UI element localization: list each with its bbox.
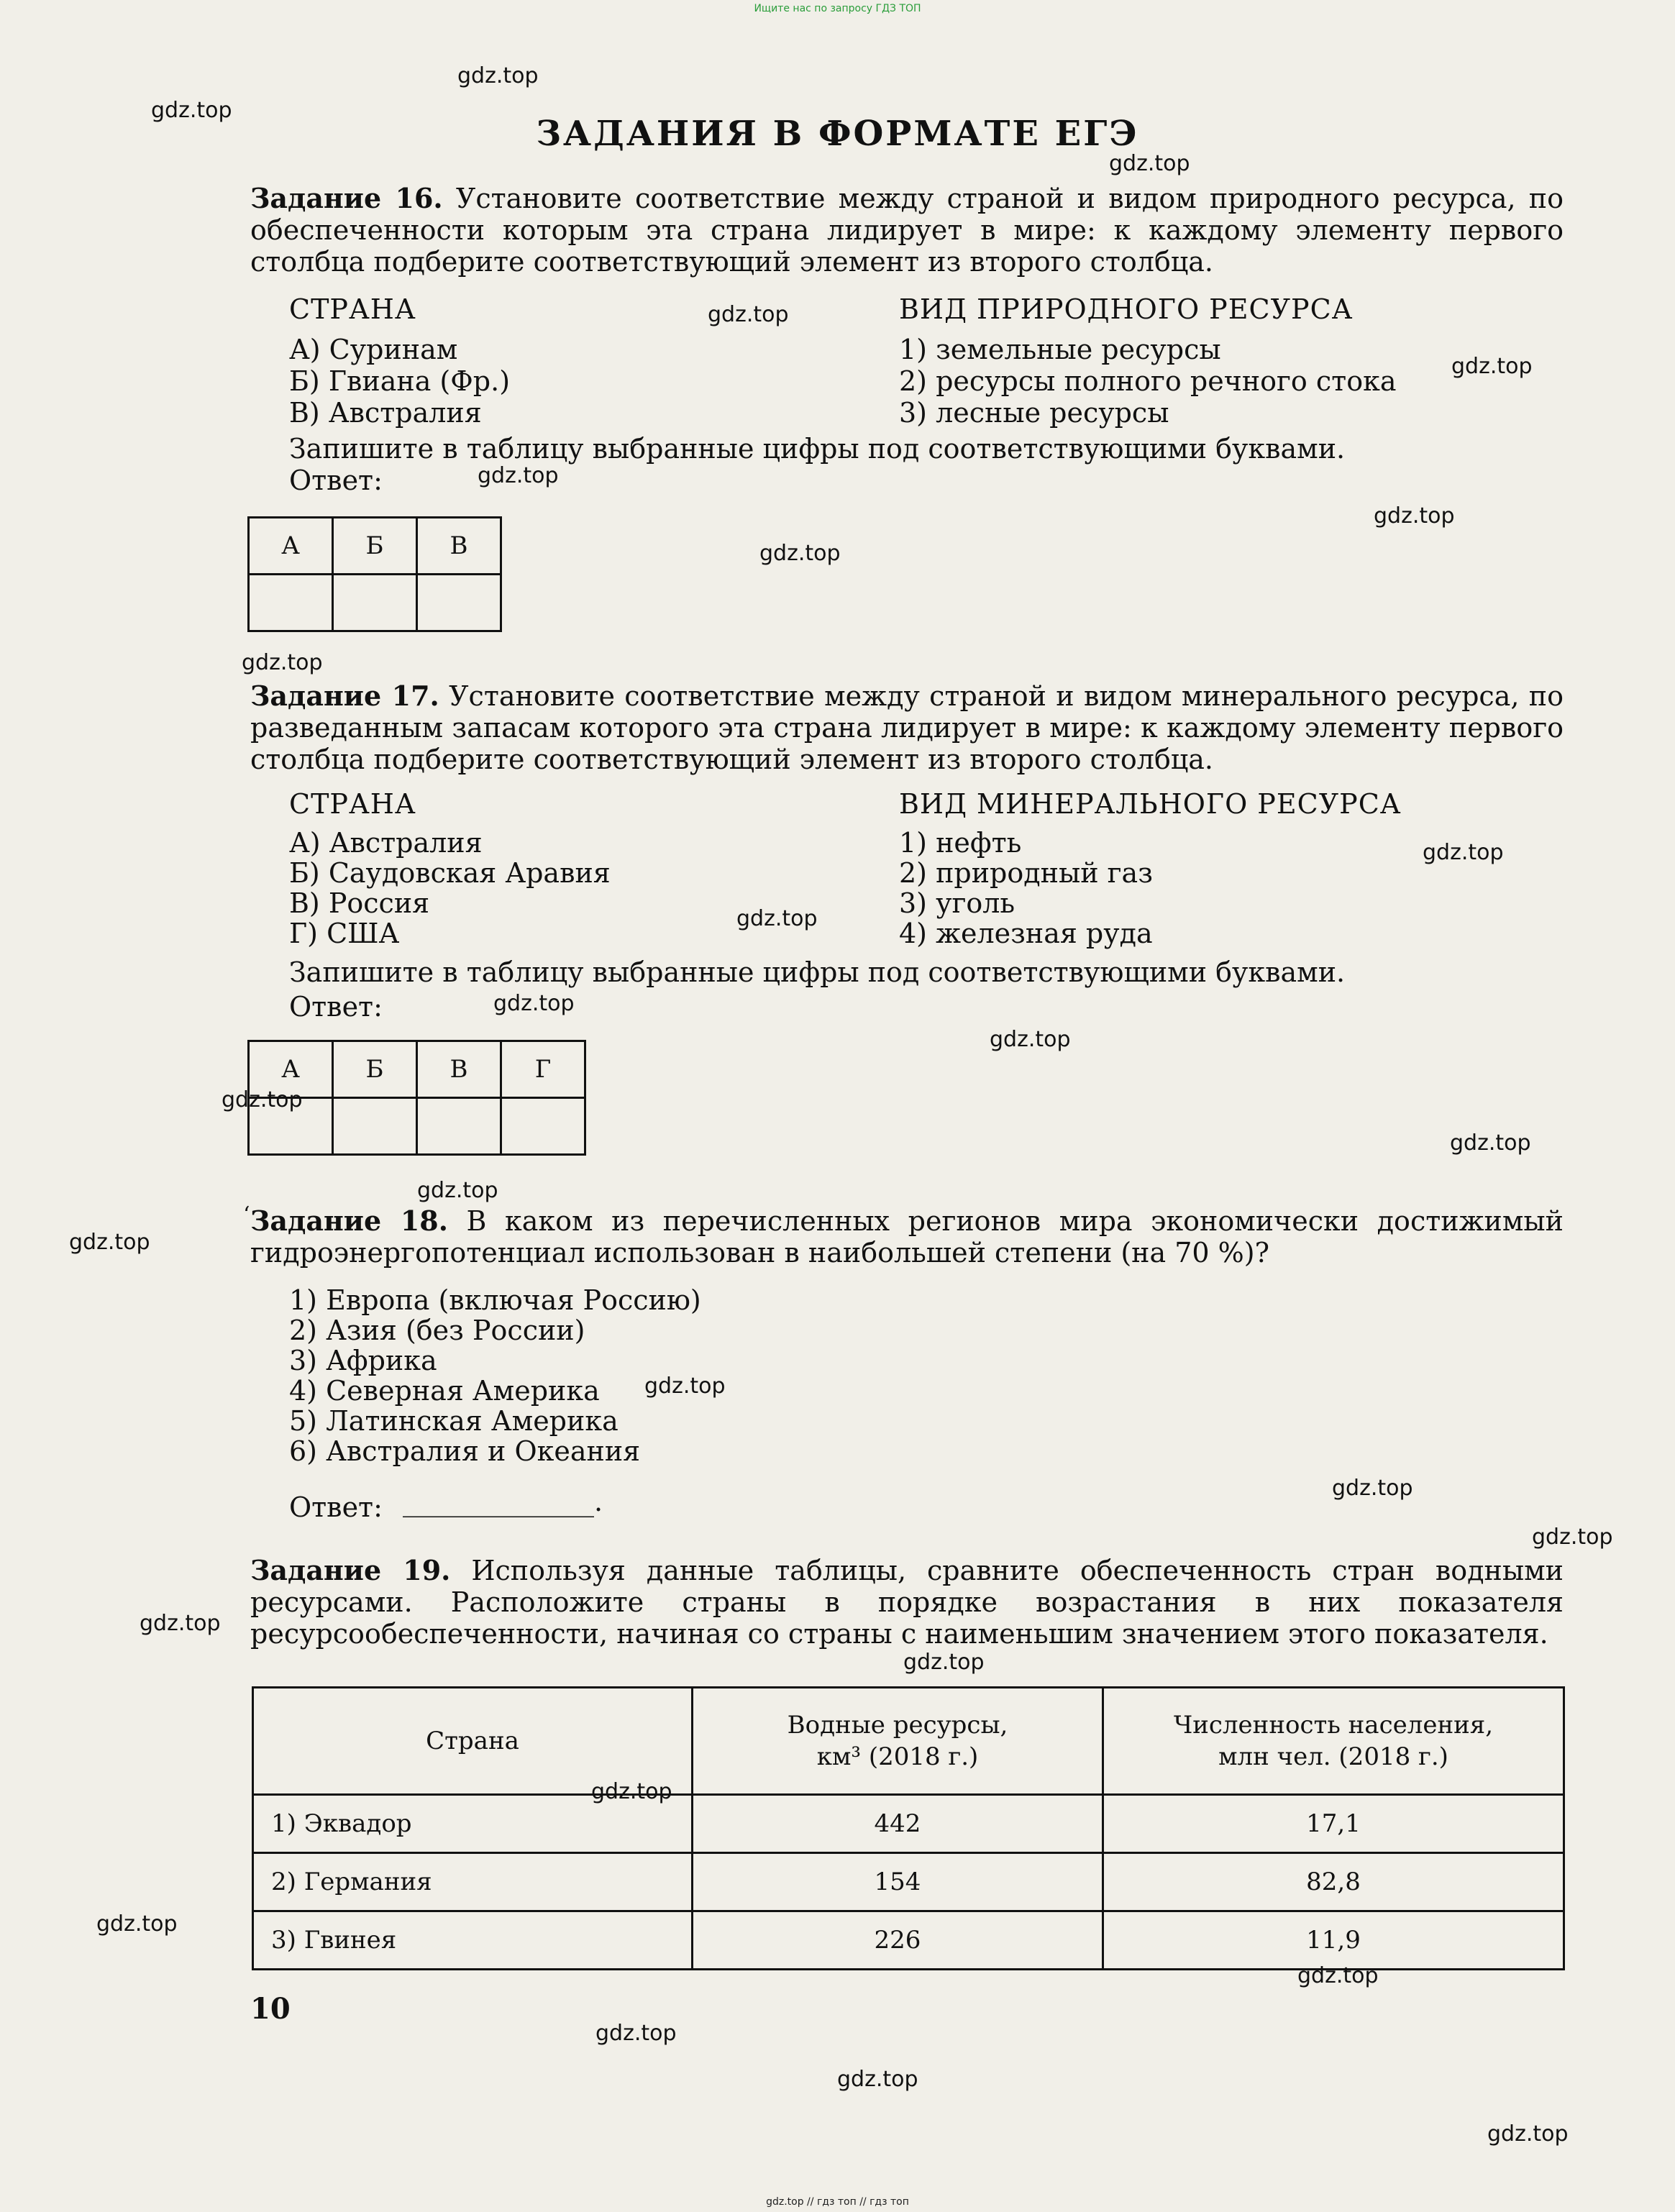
task18-option: 3) Африка	[289, 1345, 437, 1376]
answer-header: Г	[501, 1041, 585, 1098]
task19-label: Задание 19.	[250, 1554, 451, 1586]
task19-data-table	[252, 1686, 1565, 1970]
answer-header: Б	[333, 518, 417, 575]
population-cell: 82,8	[1103, 1853, 1564, 1911]
task16-body: Установите соответствие между страной и видом природного ресурса, по обеспеченности которым эта страна лидирует в мире: к каждому элементу первого столбца подберите соответствующий элемент из второго столбца.	[250, 183, 1564, 278]
watermark: gdz.top	[1109, 151, 1190, 176]
watermark: gdz.top	[903, 1650, 985, 1675]
task17-right-header: ВИД МИНЕРАЛЬНОГО РЕСУРСА	[899, 788, 1402, 820]
watermark: gdz.top	[736, 906, 818, 931]
answer-header: Б	[333, 1041, 417, 1098]
answer-cell[interactable]	[249, 575, 333, 631]
task16-right-item: 3) лесные ресурсы	[899, 397, 1169, 429]
task16-left-header: СТРАНА	[289, 293, 416, 325]
task18-option: 1) Европа (включая Россию)	[289, 1284, 701, 1316]
watermark: gdz.top	[837, 2067, 918, 2092]
task16-label: Задание 16.	[250, 182, 443, 214]
watermark: gdz.top	[1332, 1476, 1413, 1501]
task16-left-item: Б) Гвиана (Фр.)	[289, 365, 511, 397]
population-cell: 17,1	[1103, 1795, 1564, 1853]
task17-left-item: Г) США	[289, 918, 400, 949]
task16-left-item: А) Суринам	[289, 334, 458, 365]
task16-answer-table	[247, 516, 502, 632]
watermark: gdz.top	[1423, 840, 1504, 865]
header-note: Ищите нас по запросу ГДЗ ТОП	[754, 3, 921, 14]
task19-text	[250, 1555, 1564, 1650]
population-cell: 11,9	[1103, 1911, 1564, 1970]
watermark: gdz.top	[493, 991, 575, 1016]
task18-text	[250, 1205, 1564, 1269]
water-cell: 442	[693, 1795, 1103, 1853]
page-number: 10	[250, 1992, 291, 2026]
task18-answer-label: Ответ:	[289, 1491, 383, 1523]
page-title: ЗАДАНИЯ В ФОРМАТЕ ЕГЭ	[536, 114, 1139, 154]
task16-text	[250, 183, 1564, 278]
watermark: gdz.top	[1297, 1963, 1379, 1988]
watermark: gdz.top	[140, 1611, 221, 1636]
water-cell: 154	[693, 1853, 1103, 1911]
task16-instruction: Запишите в таблицу выбранные цифры под соответствующими буквами.	[289, 433, 1346, 465]
answer-header: В	[417, 518, 501, 575]
task17-left-item: А) Австралия	[289, 827, 483, 859]
task17-right-item: 3) уголь	[899, 887, 1016, 919]
watermark: gdz.top	[591, 1779, 672, 1804]
watermark: gdz.top	[222, 1087, 303, 1112]
task18-option: 4) Северная Америка	[289, 1375, 600, 1407]
task16-right-item: 1) земельные ресурсы	[899, 334, 1221, 365]
answer-header: А	[249, 1041, 333, 1098]
task17-right-item: 1) нефть	[899, 827, 1022, 859]
col-country-header: Страна	[253, 1688, 693, 1795]
watermark: gdz.top	[1487, 2121, 1569, 2147]
col-population-header	[1103, 1688, 1564, 1795]
water-cell: 226	[693, 1911, 1103, 1970]
table-row	[253, 1853, 1564, 1911]
task18-option: 2) Азия (без России)	[289, 1315, 585, 1346]
task16-right-header: ВИД ПРИРОДНОГО РЕСУРСА	[899, 293, 1354, 325]
task17-left-item: В) Россия	[289, 887, 430, 919]
pen-mark: ‘	[243, 1202, 250, 1228]
watermark: gdz.top	[1450, 1130, 1531, 1156]
task17-answer-label: Ответ:	[289, 991, 383, 1023]
answer-header: А	[249, 518, 333, 575]
col-population-line1: Численность населения,	[1173, 1711, 1494, 1740]
country-cell: 3) Гвинея	[253, 1911, 693, 1970]
watermark: gdz.top	[417, 1178, 498, 1203]
col-water-line2: км³ (2018 г.)	[816, 1742, 979, 1771]
task17-left-item: Б) Саудовская Аравия	[289, 857, 611, 889]
task17-label: Задание 17.	[250, 680, 439, 712]
watermark: gdz.top	[96, 1911, 178, 1937]
task18-option: 6) Австралия и Океания	[289, 1435, 641, 1467]
task17-right-item: 2) природный газ	[899, 857, 1153, 889]
country-cell: 2) Германия	[253, 1853, 693, 1911]
col-population-line2: млн чел. (2018 г.)	[1218, 1742, 1448, 1771]
task18-answer-blank[interactable]: ______________.	[403, 1486, 603, 1517]
answer-header: В	[417, 1041, 501, 1098]
col-water-header	[693, 1688, 1103, 1795]
task16-right-item: 2) ресурсы полного речного стока	[899, 365, 1397, 397]
watermark: gdz.top	[457, 63, 539, 88]
task16-answer-label: Ответ:	[289, 465, 383, 496]
task17-instruction: Запишите в таблицу выбранные цифры под соответствующими буквами.	[289, 956, 1346, 988]
answer-cell[interactable]	[417, 575, 501, 631]
watermark: gdz.top	[478, 463, 559, 488]
task18-body: В каком из перечисленных регионов мира экономически достижимый гидроэнергопотенциал использован в наибольшей степени (на 70 %)?	[250, 1205, 1564, 1269]
task19-body: Используя данные таблицы, сравните обеспеченность стран водными ресурсами. Расположите страны в порядке возрастания в них показателя ресурсообеспеченности, начиная со страны с наименьшим значением этого показателя.	[250, 1555, 1564, 1650]
watermark: gdz.top	[990, 1027, 1071, 1052]
answer-cell[interactable]	[333, 1098, 417, 1155]
answer-cell[interactable]	[333, 575, 417, 631]
answer-cell[interactable]	[417, 1098, 501, 1155]
col-water-line1: Водные ресурсы,	[787, 1711, 1008, 1740]
watermark: gdz.top	[69, 1230, 150, 1255]
watermark: gdz.top	[242, 650, 323, 675]
answer-cell[interactable]	[501, 1098, 585, 1155]
watermark: gdz.top	[759, 541, 841, 566]
task17-body: Установите соответствие между страной и видом минерального ресурса, по разведанным запасам которого эта страна лидирует в мире: к каждому элементу первого столбца подберите соответствующий элемент из второго столбца.	[250, 680, 1564, 775]
footer-note: gdz.top // гдз топ // гдз топ	[766, 2196, 909, 2208]
country-cell: 1) Эквадор	[253, 1795, 693, 1853]
watermark: gdz.top	[1532, 1525, 1613, 1550]
watermark: gdz.top	[1374, 503, 1455, 529]
task18-option: 5) Латинская Америка	[289, 1405, 619, 1437]
table-row	[253, 1795, 1564, 1853]
task16-left-item: В) Австралия	[289, 397, 482, 429]
watermark: gdz.top	[595, 2021, 677, 2046]
task17-text	[250, 680, 1564, 775]
table-row	[253, 1911, 1564, 1970]
watermark: gdz.top	[1451, 354, 1533, 379]
watermark: gdz.top	[151, 98, 232, 123]
watermark: gdz.top	[708, 302, 789, 327]
task17-right-item: 4) железная руда	[899, 918, 1153, 949]
task17-left-header: СТРАНА	[289, 788, 416, 820]
watermark: gdz.top	[644, 1374, 726, 1399]
task18-label: Задание 18.	[250, 1205, 448, 1237]
